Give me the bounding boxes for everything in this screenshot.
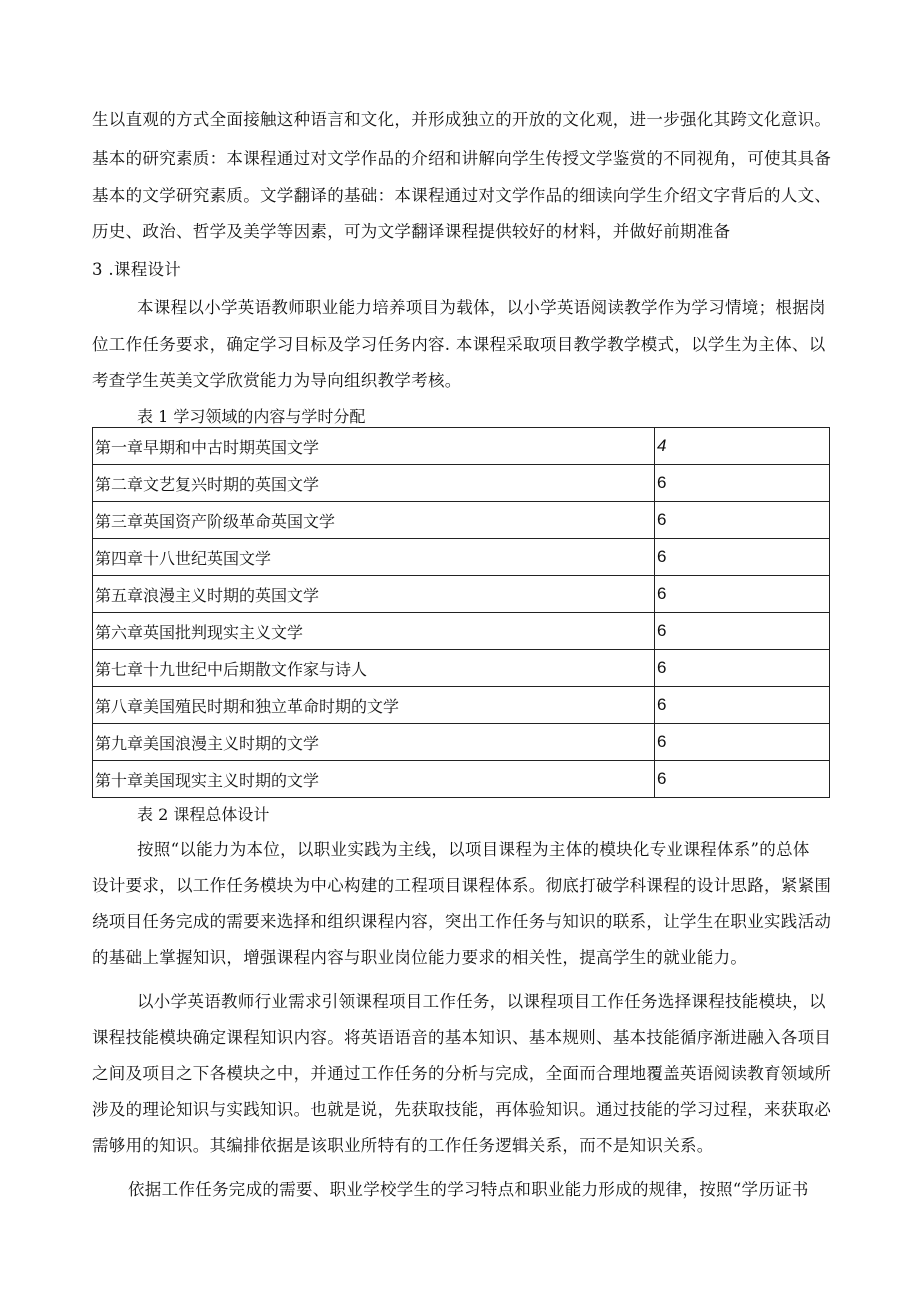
chapter-cell: 第八章美国殖民时期和独立革命时期的文学 xyxy=(93,687,655,724)
table-row xyxy=(93,576,830,613)
skills-line-5: 需够用的知识。其编排依据是该职业所特有的工作任务逻辑关系，而不是知识关系。 xyxy=(92,1136,714,1155)
table-row xyxy=(93,687,830,724)
hours-cell: 6 xyxy=(655,724,830,761)
chapter-cell: 第三章英国资产阶级革命英国文学 xyxy=(93,502,655,539)
intro-line-2: 基本的研究素质：本课程通过对文学作品的介绍和讲解向学生传授文学鉴赏的不同视角，可使其具备 xyxy=(92,149,832,168)
hours-cell: 6 xyxy=(655,539,830,576)
chapter-cell: 第七章十九世纪中后期散文作家与诗人 xyxy=(93,650,655,687)
last-line-1: 依据工作任务完成的需要、职业学校学生的学习特点和职业能力形成的规律，按照“学历证书 xyxy=(128,1180,809,1199)
overall-line-2: 设计要求，以工作任务模块为中心构建的工程项目课程体系。彻底打破学科课程的设计思路，紧紧围 xyxy=(92,876,832,895)
overall-line-3: 绕项目任务完成的需要来选择和组织课程内容，突出工作任务与知识的联系，让学生在职业实践活动 xyxy=(92,912,832,931)
table1-caption: 表 1 学习领域的内容与学时分配 xyxy=(137,407,366,426)
intro-line-4: 历史、政治、哲学及美学等因素，可为文学翻译课程提供较好的材料，并做好前期准备 xyxy=(92,222,731,241)
overall-line-1: 按照“以能力为本位，以职业实践为主线，以项目课程为主体的模块化专业课程体系”的总体 xyxy=(137,840,810,859)
hours-cell: 6 xyxy=(655,613,830,650)
chapter-cell: 第二章文艺复兴时期的英国文学 xyxy=(93,465,655,502)
hours-cell: 6 xyxy=(655,576,830,613)
chapter-cell: 第四章十八世纪英国文学 xyxy=(93,539,655,576)
section-heading: 3 .课程设计 xyxy=(92,260,182,279)
skills-line-1: 以小学英语教师行业需求引领课程项目工作任务，以课程项目工作任务选择课程技能模块，以 xyxy=(137,992,826,1011)
skills-line-2: 课程技能模块确定课程知识内容。将英语语音的基本知识、基本规则、基本技能循序渐进融入各项目 xyxy=(92,1028,832,1047)
table-row xyxy=(93,539,830,576)
intro-line-1: 生以直观的方式全面接触这种语言和文化，并形成独立的开放的文化观，进一步强化其跨文化意识。 xyxy=(92,110,832,129)
hours-cell: 6 xyxy=(655,761,830,798)
intro-line-3: 基本的文学研究素质。文学翻译的基础：本课程通过对文学作品的细读向学生介绍文字背后的人文、 xyxy=(92,186,832,205)
table-row xyxy=(93,428,830,465)
table-row xyxy=(93,502,830,539)
hours-cell: 4 xyxy=(655,428,830,465)
hours-cell: 6 xyxy=(655,650,830,687)
table-row xyxy=(93,761,830,798)
hours-allocation-table xyxy=(92,427,830,798)
table-row xyxy=(93,613,830,650)
chapter-cell: 第五章浪漫主义时期的英国文学 xyxy=(93,576,655,613)
chapter-cell: 第九章美国浪漫主义时期的文学 xyxy=(93,724,655,761)
design-line-3: 考查学生英美文学欣赏能力为导向组织教学考核。 xyxy=(92,371,462,390)
chapter-cell: 第六章英国批判现实主义文学 xyxy=(93,613,655,650)
overall-line-4: 的基础上掌握知识，增强课程内容与职业岗位能力要求的相关性，提高学生的就业能力。 xyxy=(92,948,748,967)
table2-caption: 表 2 课程总体设计 xyxy=(137,805,270,824)
chapter-cell: 第一章早期和中古时期英国文学 xyxy=(93,428,655,465)
chapter-cell: 第十章美国现实主义时期的文学 xyxy=(93,761,655,798)
hours-cell: 6 xyxy=(655,502,830,539)
hours-cell: 6 xyxy=(655,465,830,502)
hours-cell: 6 xyxy=(655,687,830,724)
skills-line-4: 涉及的理论知识与实践知识。也就是说，先获取技能，再体验知识。通过技能的学习过程，来获取必 xyxy=(92,1100,832,1119)
table-row xyxy=(93,465,830,502)
table-row xyxy=(93,724,830,761)
design-line-2: 位工作任务要求，确定学习目标及学习任务内容. 本课程采取项目教学教学模式，以学生为主体、以 xyxy=(92,335,826,354)
design-line-1: 本课程以小学英语教师职业能力培养项目为载体，以小学英语阅读教学作为学习情境；根据岗 xyxy=(137,298,826,317)
skills-line-3: 之间及项目之下各模块之中，并通过工作任务的分析与完成，全面而合理地覆盖英语阅读教育领域所 xyxy=(92,1064,832,1083)
table-row xyxy=(93,650,830,687)
